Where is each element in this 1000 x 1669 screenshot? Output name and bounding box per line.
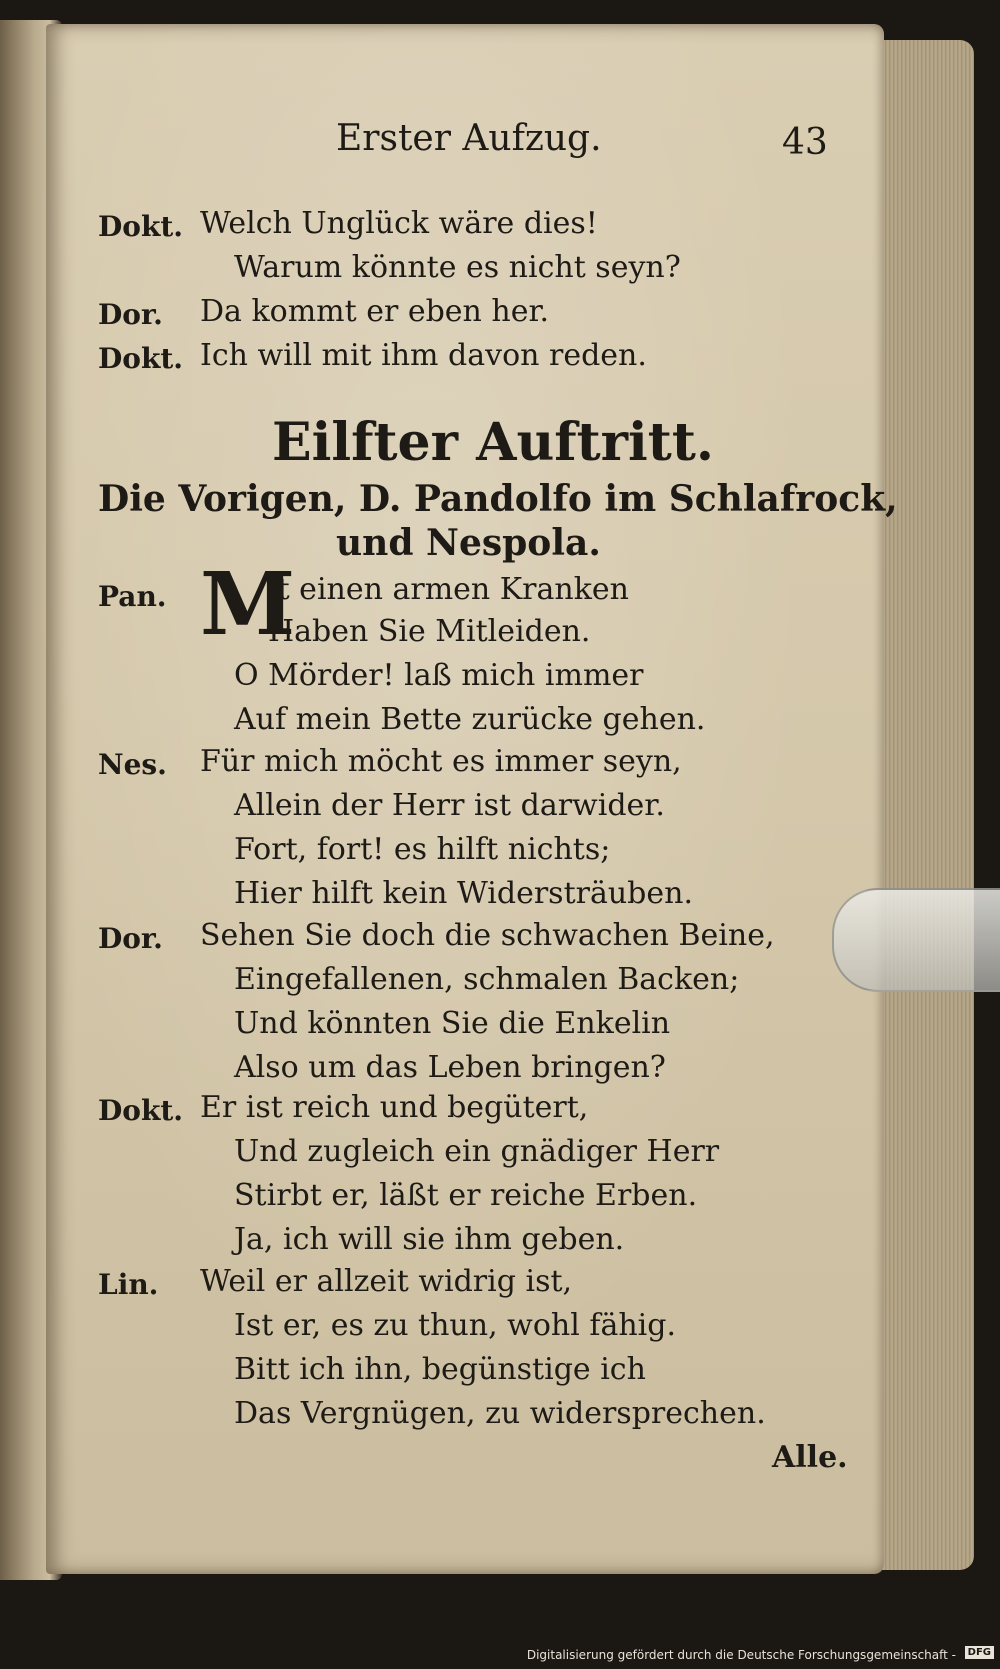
running-title: Erster Aufzug.: [336, 118, 602, 159]
speaker-label: Nes.: [98, 748, 167, 781]
speaker-label: Dor.: [98, 922, 163, 955]
verse-line: Auf mein Bette zurücke gehen.: [234, 702, 706, 737]
verse-line: Warum könnte es nicht seyn?: [234, 250, 681, 285]
scene-title: Eilfter Auftritt.: [272, 412, 714, 473]
verse-line: Haben Sie Mitleiden.: [268, 614, 591, 649]
verse-line: Und zugleich ein gnädiger Herr: [234, 1134, 720, 1169]
catchword: Alle.: [772, 1440, 848, 1475]
speaker-label: Lin.: [98, 1268, 159, 1301]
footer-bar: [0, 1641, 1000, 1669]
verse-line: Er ist reich und begütert,: [200, 1090, 589, 1125]
cast-list: und Nespola.: [336, 522, 601, 564]
speaker-label: Pan.: [98, 580, 167, 613]
verse-line: O Mörder! laß mich immer: [234, 658, 644, 693]
verse-line: Welch Unglück wäre dies!: [200, 206, 598, 241]
verse-line: Eingefallenen, schmalen Backen;: [234, 962, 740, 997]
page-stack-edges: [878, 40, 974, 1570]
verse-line: Fort, fort! es hilft nichts;: [234, 832, 611, 867]
verse-line: Da kommt er eben her.: [200, 294, 550, 329]
speaker-label: Dor.: [98, 298, 163, 331]
speaker-label: Dokt.: [98, 1094, 184, 1127]
speaker-label: Dokt.: [98, 342, 184, 375]
dfg-logo: DFG: [965, 1646, 994, 1659]
drop-cap: M: [200, 554, 296, 655]
verse-line: Allein der Herr ist darwider.: [234, 788, 665, 823]
verse-line: Und könnten Sie die Enkelin: [234, 1006, 671, 1041]
verse-line: Ich will mit ihm davon reden.: [200, 338, 647, 373]
verse-line: it einen armen Kranken: [268, 572, 629, 607]
verse-line: Hier hilft kein Widersträuben.: [234, 876, 693, 911]
verse-line: Sehen Sie doch die schwachen Beine,: [200, 918, 775, 953]
cast-list: Die Vorigen, D. Pandolfo im Schlafrock,: [98, 478, 898, 520]
verse-line: Das Vergnügen, zu widersprechen.: [234, 1396, 766, 1431]
verse-line: Weil er allzeit widrig ist,: [200, 1264, 573, 1299]
verse-line: Ja, ich will sie ihm geben.: [234, 1222, 625, 1257]
verse-line: Bitt ich ihn, begünstige ich: [234, 1352, 646, 1387]
verse-line: Für mich möcht es immer seyn,: [200, 744, 682, 779]
funding-note: Digitalisierung gefördert durch die Deutsche Forschungsgemeinschaft -: [526, 1648, 956, 1662]
verse-line: Ist er, es zu thun, wohl fähig.: [234, 1308, 676, 1343]
page-number: 43: [782, 122, 828, 163]
verse-line: Also um das Leben bringen?: [234, 1050, 666, 1085]
page-clip: [832, 888, 1000, 992]
verse-line: Stirbt er, läßt er reiche Erben.: [234, 1178, 698, 1213]
book-page: [46, 24, 898, 1574]
speaker-label: Dokt.: [98, 210, 184, 243]
